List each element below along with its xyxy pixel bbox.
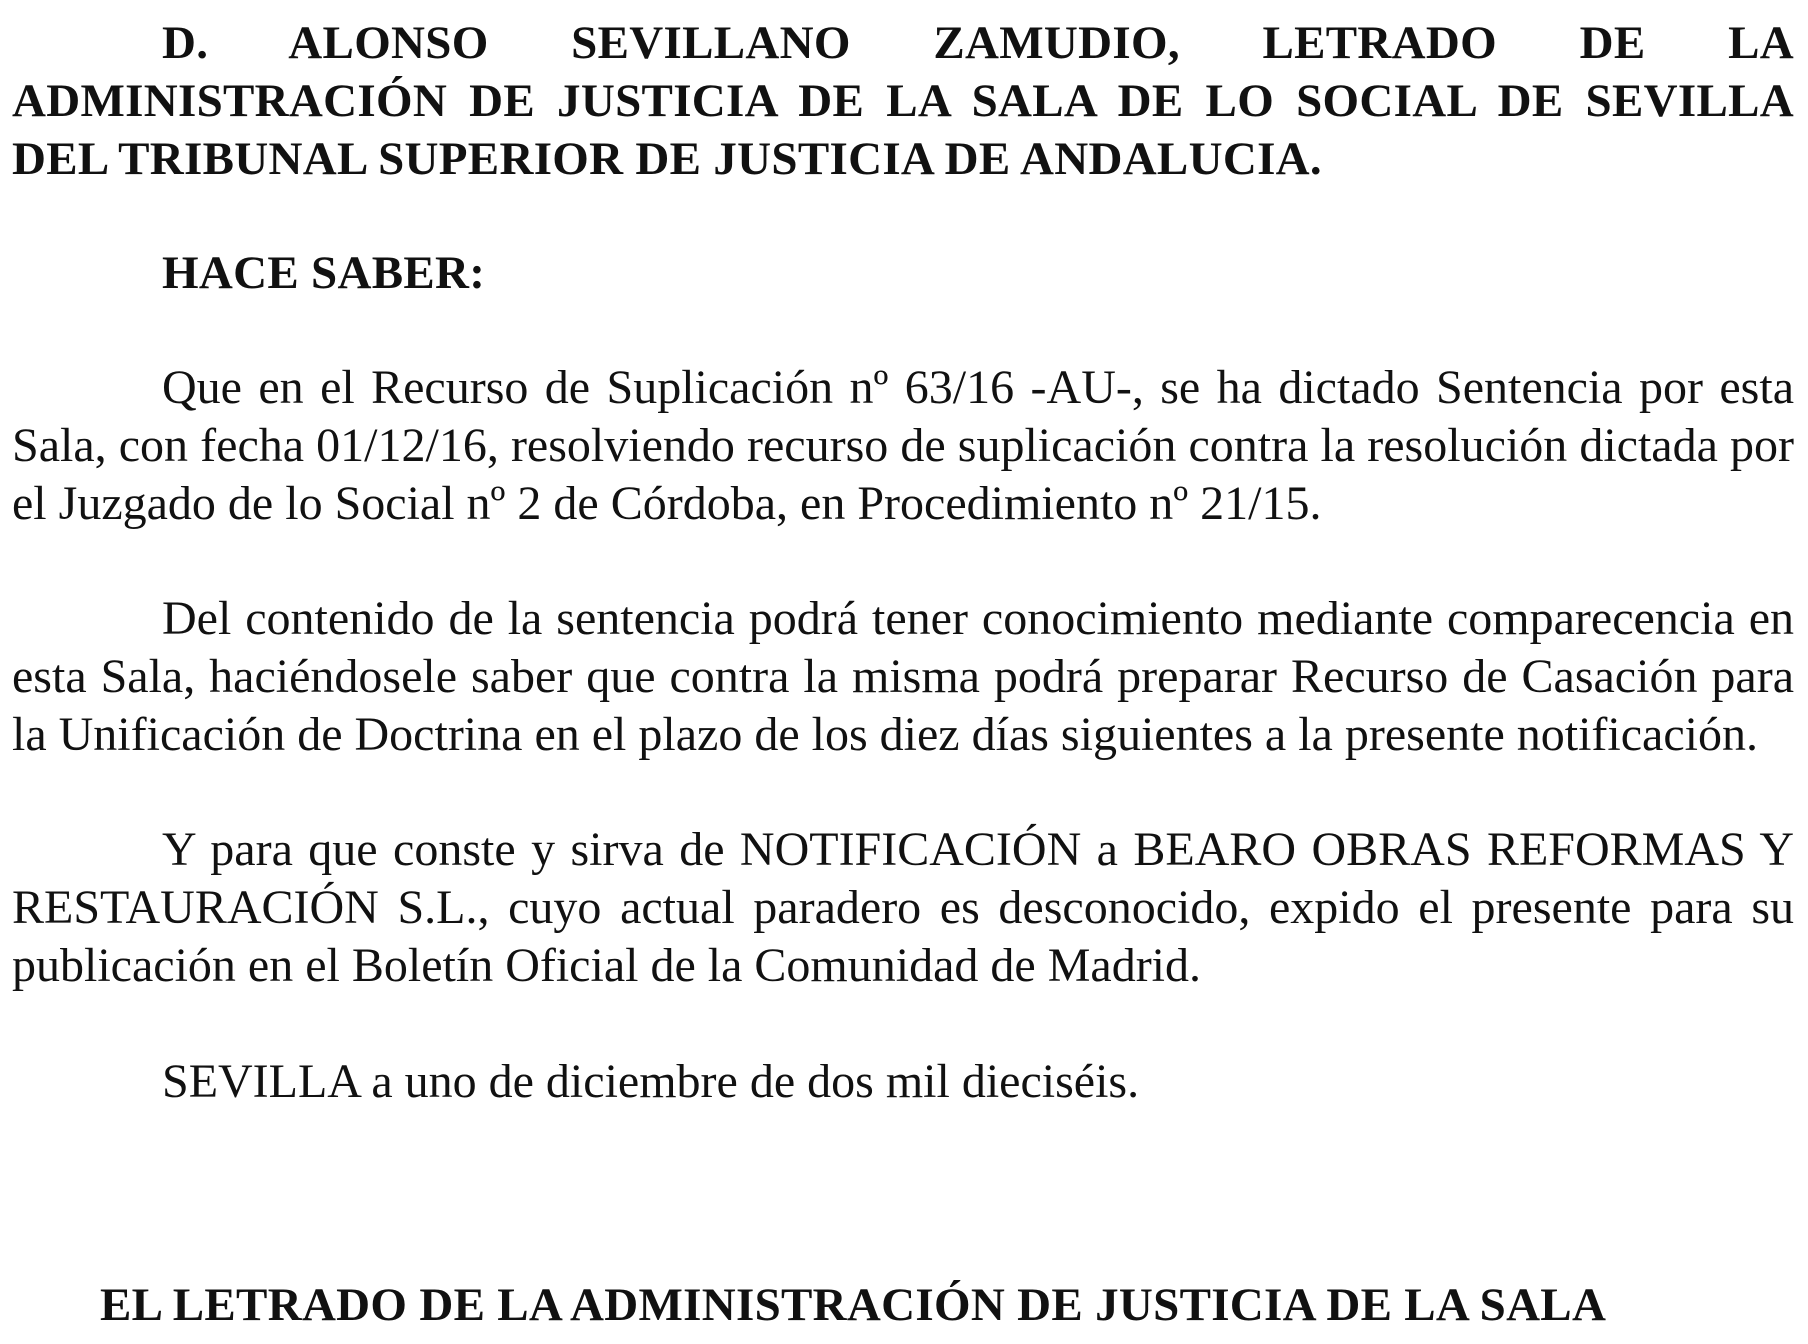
document-body	[12, 14, 1794, 1111]
hace-saber-heading: HACE SABER:	[162, 247, 486, 299]
paragraph-recurso: Que en el Recurso de Suplicación nº 63/16 -AU-, se ha dictado Sentencia por esta Sala, con fecha 01/12/16, resolviendo recurso de suplicación contra la resolución dictada por el Juzgado de lo Social nº 2 de Córdoba, en Procedimiento nº 21/15.	[12, 361, 1794, 530]
place-date: SEVILLA a uno de diciembre de dos mil dieciséis.	[162, 1055, 1140, 1108]
paragraph-contenido: Del contenido de la sentencia podrá tener conocimiento mediante comparecencia en esta Sala, haciéndosele saber que contra la misma podrá preparar Recurso de Casación para la Unificación de Doctrina en el plazo de los diez días siguientes a la presente notificación.	[12, 592, 1794, 761]
paragraph-notificacion: Y para que conste y sirva de NOTIFICACIÓN a BEARO OBRAS REFORMAS Y RESTAURACIÓN S.L., cuyo actual paradero es desconocido, expido el presente para su publicación en el Boletín Oficial de la Comunidad de Madrid.	[12, 823, 1794, 992]
document-header: D. ALONSO SEVILLANO ZAMUDIO, LETRADO DE LA ADMINISTRACIÓN DE JUSTICIA DE LA SALA DE LO SOCIAL DE SEVILLA DEL TRIBUNAL SUPERIOR DE JUSTICIA DE ANDALUCIA.	[12, 17, 1794, 185]
signature-line: EL LETRADO DE LA ADMINISTRACIÓN DE JUSTICIA DE LA SALA	[100, 1279, 1607, 1331]
